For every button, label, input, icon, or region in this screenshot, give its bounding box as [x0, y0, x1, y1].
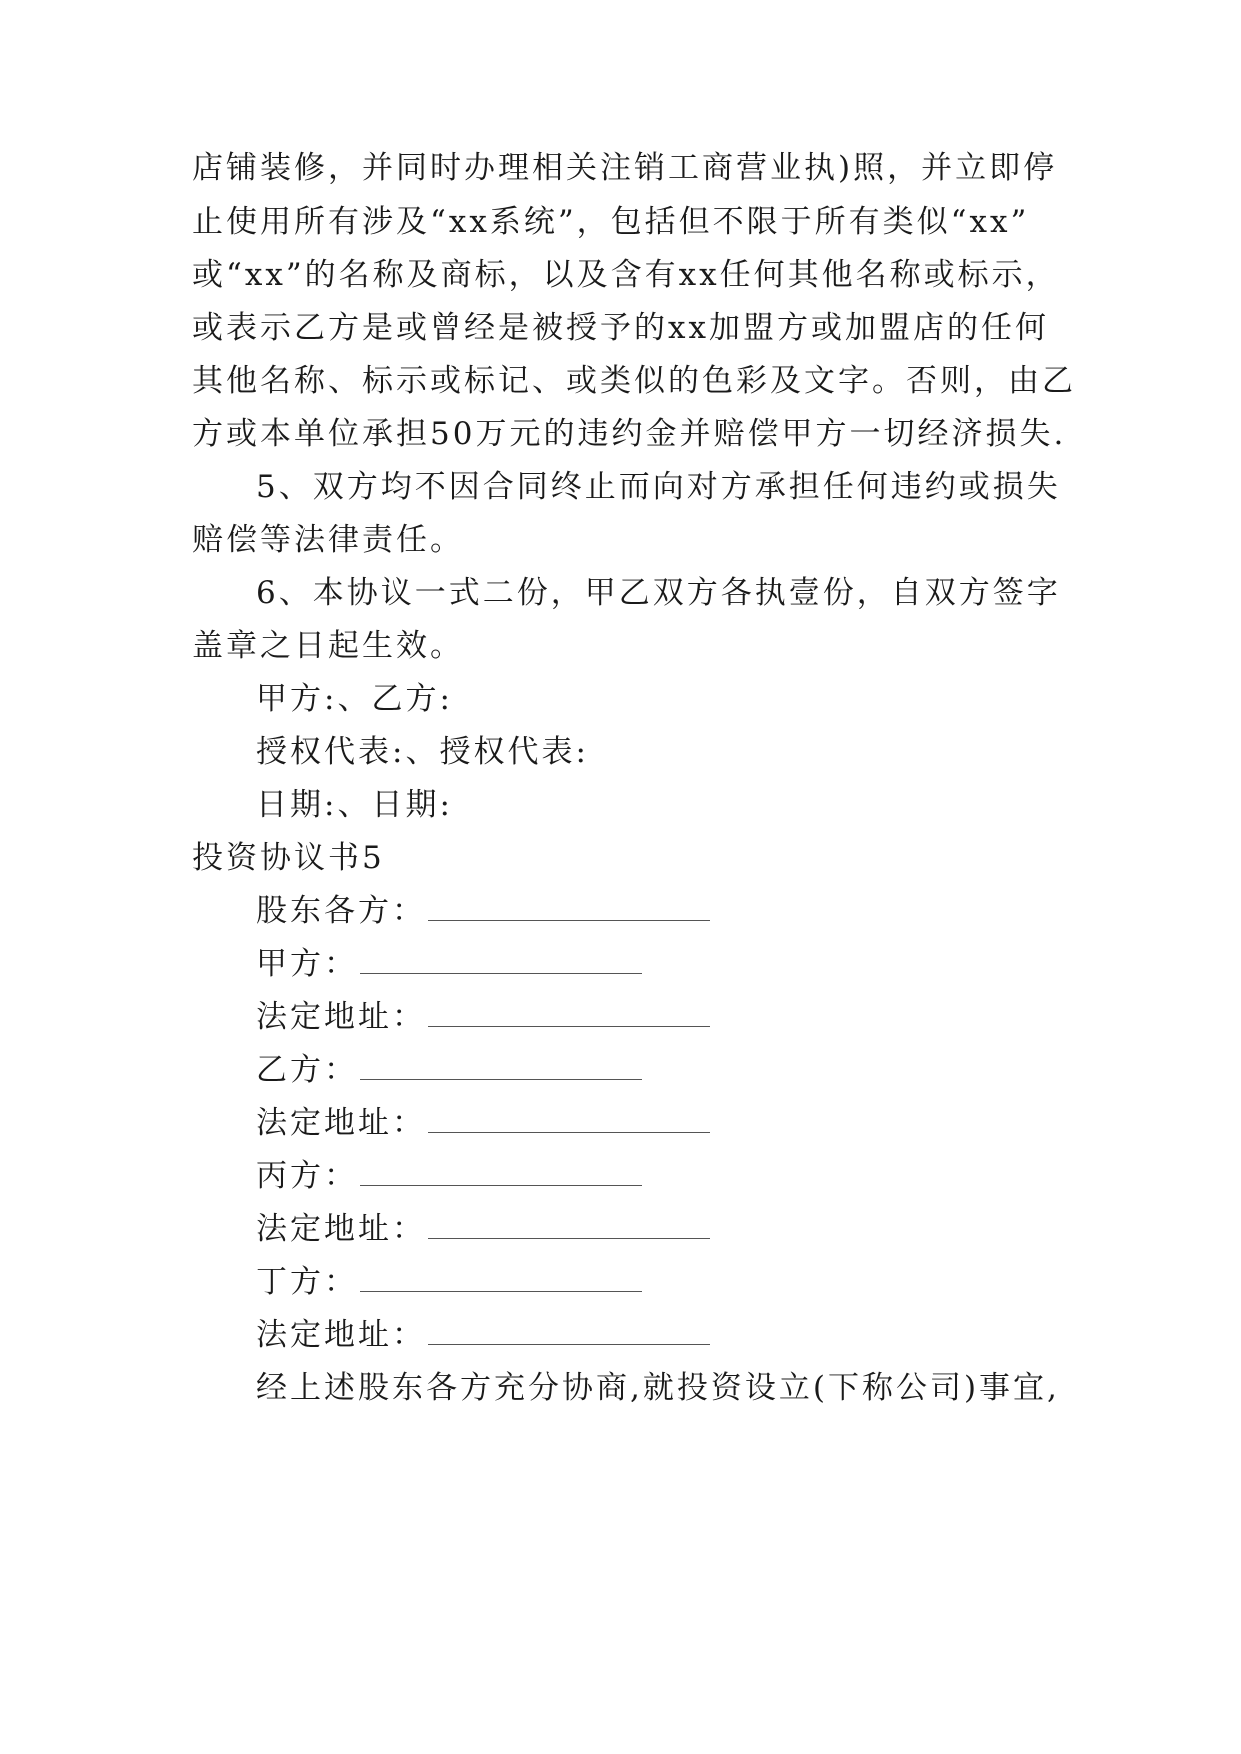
body-line-5: 其他名称、标示或标记、或类似的色彩及文字。否则，由乙: [192, 363, 1076, 399]
field-label: 法定地址：: [256, 1317, 426, 1353]
field-address-a: [256, 997, 710, 1037]
blank-line: [360, 1159, 642, 1186]
signature-party: 甲方:、乙方:: [256, 681, 453, 717]
body-line-1: 店铺装修，并同时办理相关注销工商营业执)照，并立即停: [192, 150, 1058, 186]
section-title: 投资协议书5: [192, 840, 385, 876]
field-party-d: [256, 1262, 642, 1302]
blank-line: [428, 1000, 710, 1027]
blank-line: [360, 1265, 642, 1292]
field-address-b: [256, 1103, 710, 1143]
field-label: 法定地址：: [256, 999, 426, 1035]
blank-line: [428, 1106, 710, 1133]
signature-representative: 授权代表:、授权代表:: [256, 734, 589, 770]
blank-line: [428, 894, 710, 921]
field-label: 乙方：: [256, 1052, 358, 1088]
field-address-c: [256, 1209, 710, 1249]
clause-6-line-1: 6、本协议一式二份，甲乙双方各执壹份，自双方签字: [256, 575, 1061, 611]
clause-5-line-1: 5、双方均不因合同终止而向对方承担任何违约或损失: [256, 469, 1061, 505]
clause-5-line-2: 赔偿等法律责任。: [192, 522, 464, 558]
field-label: 法定地址：: [256, 1105, 426, 1141]
field-party-c: [256, 1156, 642, 1196]
signature-date: 日期:、日期:: [256, 787, 453, 823]
body-line-2: 止使用所有涉及“xx系统”，包括但不限于所有类似“xx”: [192, 204, 1030, 240]
blank-line: [428, 1318, 710, 1345]
field-label: 股东各方：: [256, 893, 426, 929]
field-party-a: [256, 944, 642, 984]
blank-line: [360, 947, 642, 974]
field-shareholders: [256, 891, 710, 931]
field-label: 丙方：: [256, 1158, 358, 1194]
closing-line: 经上述股东各方充分协商,就投资设立(下称公司)事宜,: [256, 1370, 1060, 1406]
clause-6-line-2: 盖章之日起生效。: [192, 628, 464, 664]
body-line-6: 方或本单位承担50万元的违约金并赔偿甲方一切经济损失.: [192, 416, 1067, 452]
blank-line: [360, 1053, 642, 1080]
field-label: 甲方：: [256, 946, 358, 982]
field-address-d: [256, 1315, 710, 1355]
field-label: 法定地址：: [256, 1211, 426, 1247]
field-party-b: [256, 1050, 642, 1090]
body-line-4: 或表示乙方是或曾经是被授予的xx加盟方或加盟店的任何: [192, 310, 1049, 346]
blank-line: [428, 1212, 710, 1239]
field-label: 丁方：: [256, 1264, 358, 1300]
body-line-3: 或“xx”的名称及商标，以及含有xx任何其他名称或标示，: [192, 257, 1060, 293]
